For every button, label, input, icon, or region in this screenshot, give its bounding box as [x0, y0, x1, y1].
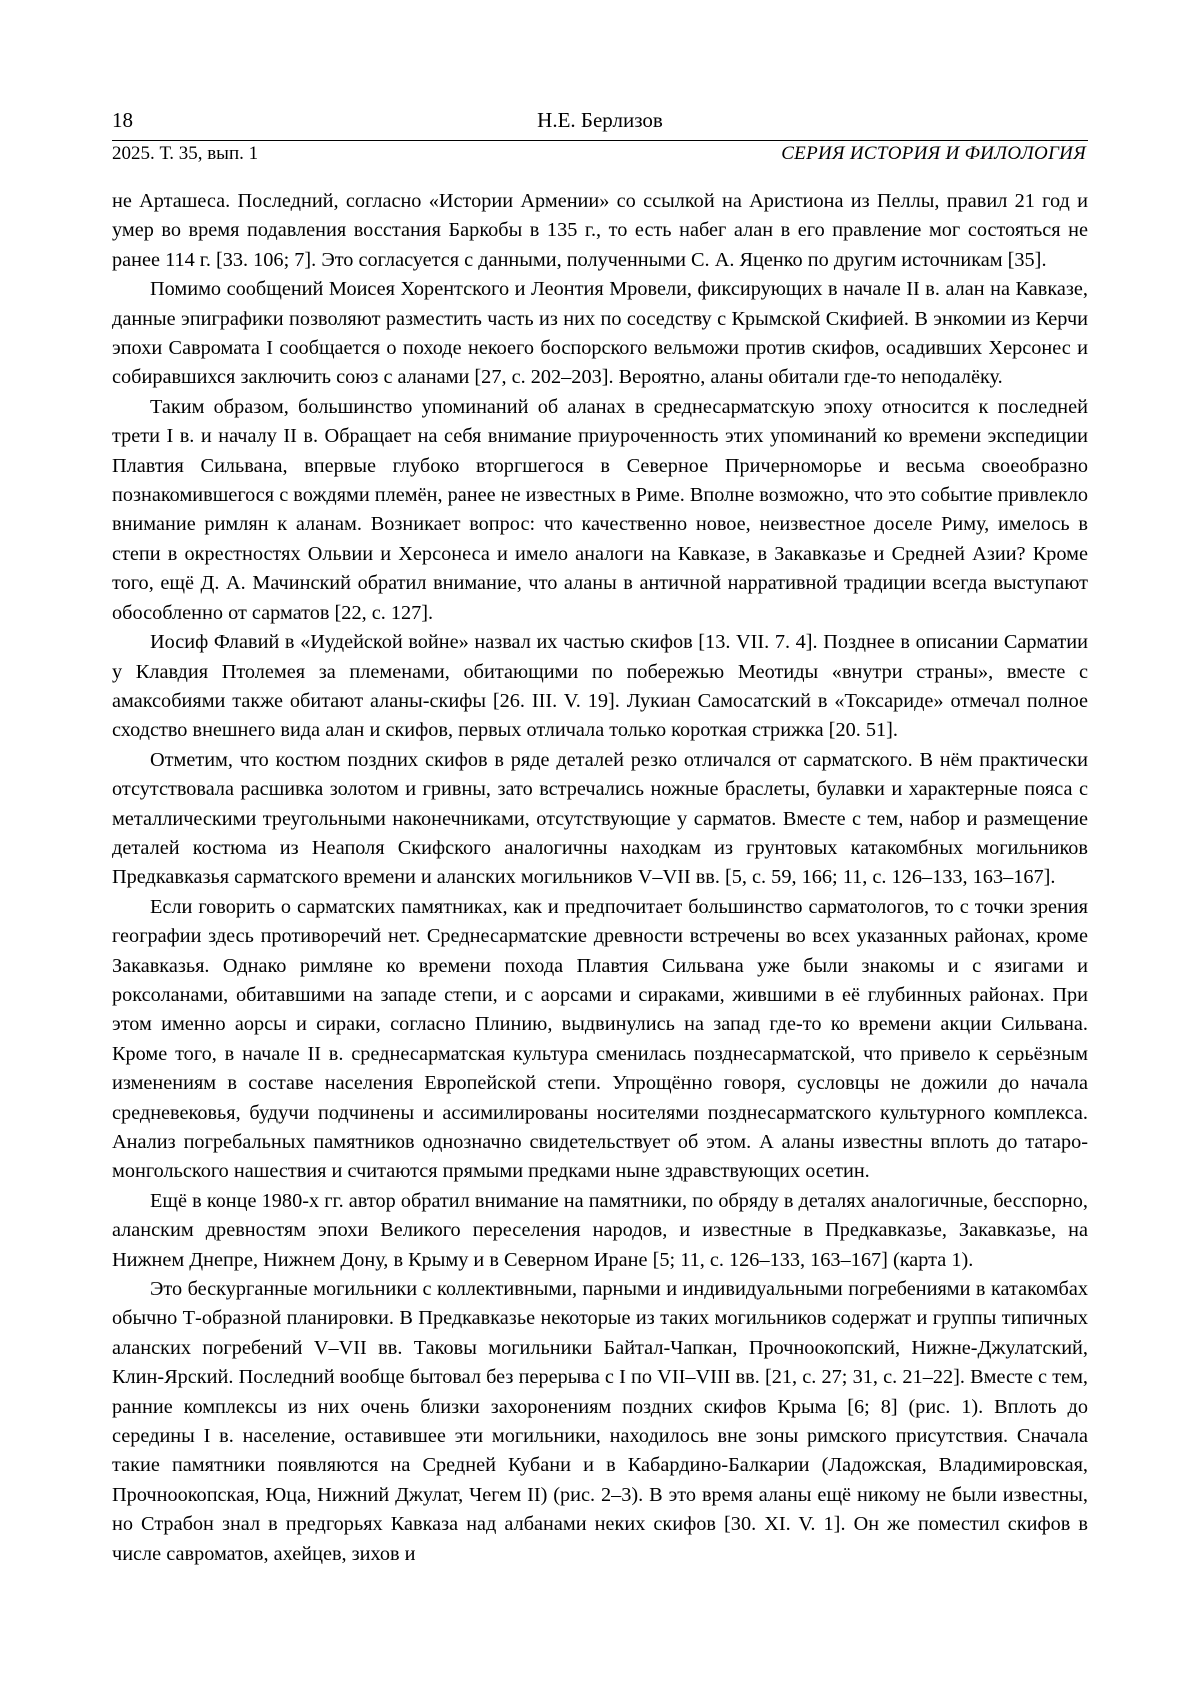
paragraph: Отметим, что костюм поздних скифов в ряде деталей резко отличался от сарматского. В нём практически отсутствовала расшивка золотом и гривны, зато встречались ножные браслеты, булавки и характерные пояса с металлическими треугольными наконечниками, отсутствующие у сарматов. Вместе с тем, набор и размещение деталей костюма из Неаполя Скифского аналогичны находкам из грунтовых катакомбных могильников Предкавказья сарматского времени и аланских могильников V–VII вв. [5, с. 59, 166; 11, с. 126–133, 163–167].	[112, 748, 1088, 889]
paragraph: не Арташеса. Последний, согласно «Истории Армении» со ссылкой на Аристиона из Пеллы, правил 21 год и умер во время подавления восстания Баркобы в 135 г., то есть набег алан в его правление мог состояться не ранее 114 г. [33. 106; 7]. Это согласуется с данными, полученными С. А. Яценко по другим источникам [35].	[112, 190, 1088, 271]
page-number: 18	[112, 108, 133, 132]
series-title: СЕРИЯ ИСТОРИЯ И ФИЛОЛОГИЯ	[781, 143, 1086, 164]
article-body	[112, 187, 1088, 1569]
running-subheader	[112, 143, 1088, 169]
paragraph: Это бескурганные могильники с коллективными, парными и индивидуальными погребениями в катакомбах обычно Т-образной планировки. В Предкавказье некоторые из таких могильников содержат и группы типичных аланских погребений V–VII вв. Таковы могильники Байтал-Чапкан, Прочноокопский, Нижне-Джулатский, Клин-Ярский. Последний вообще бытовал без перерыва с I по VII–VIII вв. [21, с. 27; 31, с. 21–22]. Вместе с тем, ранние комплексы из них очень близки захоронениям поздних скифов Крыма [6; 8] (рис. 1). Вплоть до середины I в. население, оставившее эти могильники, находилось вне зоны римского присутствия. Сначала такие памятники появляются на Средней Кубани и в Кабардино-Балкарии (Ладожская, Владимировская, Прочноокопская, Юца, Нижний Джулат, Чегем II) (рис. 2–3). В это время аланы ещё никому не были известны, но Страбон знал в предгорьях Кавказа над албанами неких скифов [30. XI. V. 1]. Он же поместил скифов в числе савроматов, ахейцев, зихов и	[112, 1278, 1088, 1565]
header-divider	[112, 140, 1088, 141]
paragraph: Таким образом, большинство упоминаний об аланах в среднесарматскую эпоху относится к последней трети I в. и началу II в. Обращает на себя внимание приуроченность этих упоминаний ко времени экспедиции Плавтия Сильвана, впервые глубоко вторгшегося в Северное Причерноморье и весьма своеобразно познакомившегося с вождями племён, ранее не известных в Риме. Вполне возможно, что это событие привлекло внимание римлян к аланам. Возникает вопрос: что качественно новое, неизвестное доселе Риму, имелось в степи в окрестностях Ольвии и Херсонеса и имело аналоги на Кавказе, в Закавказье и Средней Азии? Кроме того, ещё Д. А. Мачинский обратил внимание, что аланы в античной нарративной традиции всегда выступают обособленно от сарматов [22, с. 127].	[112, 395, 1088, 624]
issue-info: 2025. Т. 35, вып. 1	[112, 143, 259, 164]
paragraph: Помимо сообщений Моисея Хорентского и Леонтия Мровели, фиксирующих в начале II в. алан на Кавказе, данные эпиграфики позволяют разместить часть из них по соседству с Крымской Скифией. В энкомии из Керчи эпохи Савромата I сообщается о походе некоего боспорского вельможи против скифов, осадивших Херсонес и собиравшихся заключить союз с аланами [27, с. 202–203]. Вероятно, аланы обитали где-то неподалёку.	[112, 278, 1088, 389]
paragraph: Если говорить о сарматских памятниках, как и предпочитает большинство сарматологов, то с точки зрения географии здесь противоречий нет. Среднесарматские древности встречены во всех указанных районах, кроме Закавказья. Однако римляне ко времени похода Плавтия Сильвана уже были знакомы и с язигами и роксоланами, обитавшими на западе степи, и с аорсами и сираками, жившими в её глубинных районах. При этом именно аорсы и сираки, согласно Плинию, выдвинулись на запад где-то ко времени акции Сильвана. Кроме того, в начале II в. среднесарматская культура сменилась позднесарматской, что привело к серьёзным изменениям в составе населения Европейской степи. Упрощённо говоря, сусловцы не дожили до начала средневековья, будучи подчинены и ассимилированы носителями позднесарматского культурного комплекса. Анализ погребальных памятников однозначно свидетельствует об этом. А аланы известны вплоть до татаро-монгольского нашествия и считаются прямыми предками ныне здравствующих осетин.	[112, 895, 1088, 1183]
header-author: Н.Е. Берлизов	[537, 108, 663, 132]
paragraph: Иосиф Флавий в «Иудейской войне» назвал их частью скифов [13. VII. 7. 4]. Позднее в описании Сарматии у Клавдия Птолемея за племенами, обитающими по побережью Меотиды «внутри страны», вместе с амаксобиями также обитают аланы-скифы [26. III. V. 19]. Лукиан Самосатский в «Токсариде» отмечал полное сходство внешнего вида алан и скифов, первых отличала только короткая стрижка [20. 51].	[112, 631, 1088, 742]
running-header	[112, 108, 1088, 136]
paragraph: Ещё в конце 1980-х гг. автор обратил внимание на памятники, по обряду в деталях аналогичные, бесспорно, аланским древностям эпохи Великого переселения народов, и известные в Предкавказье, Закавказье, на Нижнем Днепре, Нижнем Дону, в Крыму и в Северном Иране [5; 11, с. 126–133, 163–167] (карта 1).	[112, 1189, 1088, 1271]
